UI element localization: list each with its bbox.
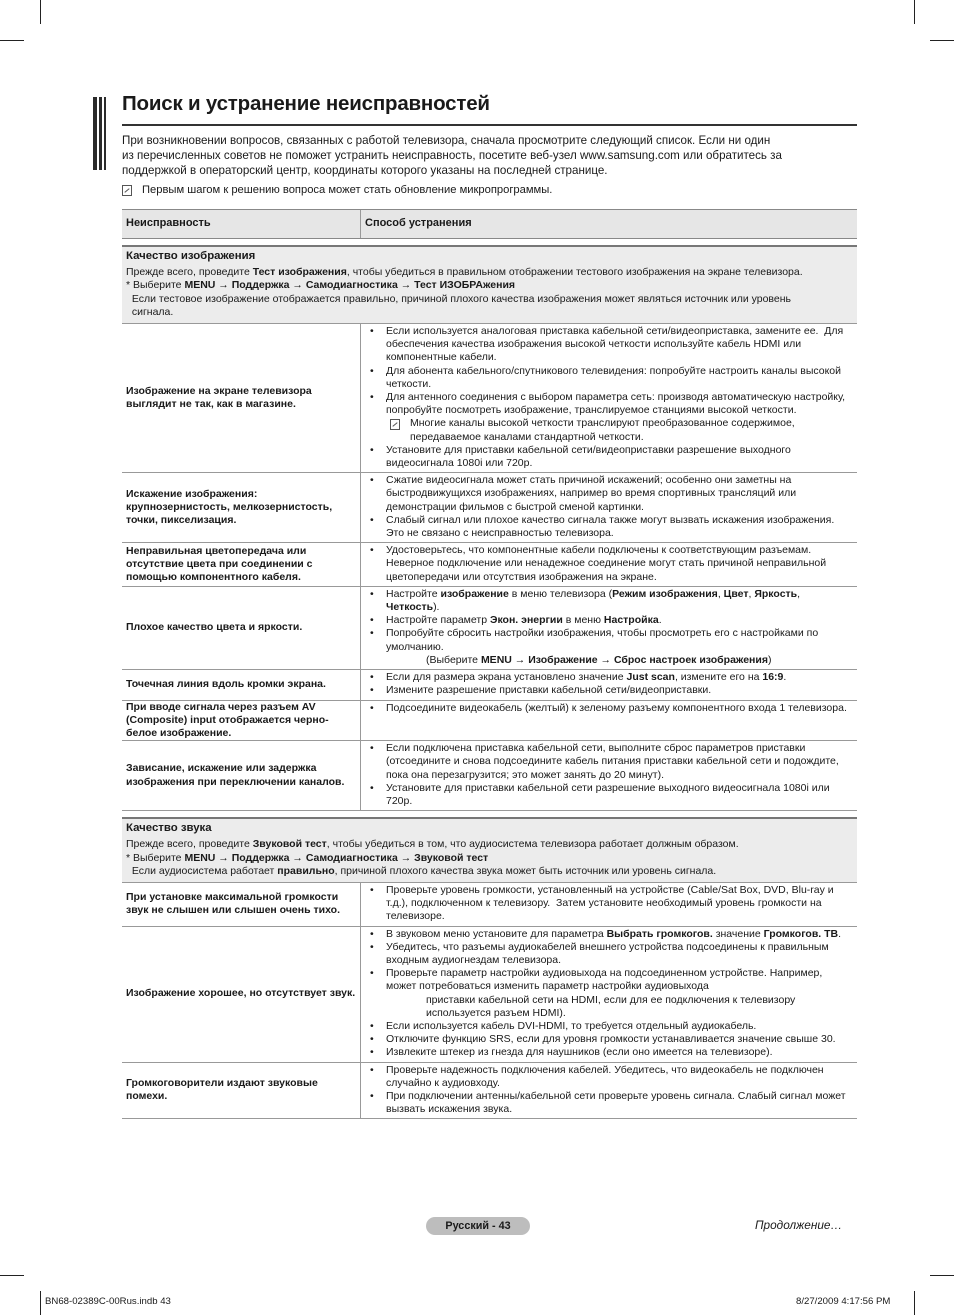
text-run: Убедитесь, что разъемы аудиокабелей внешнего устройства подсоединены к правильным входным аудиогнездам телевизора. xyxy=(386,940,832,966)
bullet-icon: • xyxy=(370,364,374,377)
text-run: . xyxy=(783,671,787,684)
text-run: ). xyxy=(433,601,440,614)
bullet-item xyxy=(370,614,853,627)
text-run: . xyxy=(658,614,662,627)
text-run: Попробуйте сбросить настройки изображения, чтобы просмотреть его с настройками по умолчанию. xyxy=(386,627,822,653)
bullet-item xyxy=(370,474,853,514)
bold-text: правильно xyxy=(277,864,335,877)
table-row xyxy=(122,587,857,670)
text-run: сигнала. xyxy=(126,305,174,318)
text-run: Проверьте параметр настройки аудиовыхода на подсоединенном устройстве. Например, может потребоваться изменить параметр настройки аудиовыхода xyxy=(386,967,826,993)
bullet-icon: • xyxy=(370,1019,374,1032)
text-run: Сжатие видеосигнала может стать причиной искажений; особенно они заметны на быстродвижущихся изображениях, например во время спортивных трансляций или демонстрации фильмов с быстрой сменой картинки. xyxy=(386,474,799,513)
table-row xyxy=(122,741,857,811)
solution-text xyxy=(386,1090,853,1116)
solution-text xyxy=(386,671,786,684)
crop-mark xyxy=(930,40,954,41)
bullet-item xyxy=(370,1046,853,1059)
text-run: Для антенного соединения с выбором параметра сеть: производя автоматическую настройку, попробуйте посмотреть изображение, транслируемое станциями высокой четкости. xyxy=(386,391,849,417)
bullet-icon: • xyxy=(370,474,374,487)
section-intro-line xyxy=(126,306,853,319)
text-run: . xyxy=(838,927,842,940)
bullet-item xyxy=(370,671,853,684)
text-run: * Выберите xyxy=(126,279,185,292)
note-icon xyxy=(390,419,400,430)
solution-text xyxy=(386,588,853,614)
table-row xyxy=(122,324,857,473)
bold-text: Звуковой тест xyxy=(252,838,327,851)
text-run: Для абонента кабельного/спутникового телевидения: попробуйте настроить каналы высокой четкости. xyxy=(386,364,844,390)
solution-text xyxy=(386,627,853,667)
print-file-info: BN68-02389C-00Rus.indb 43 xyxy=(45,1296,171,1307)
solution-text xyxy=(386,514,853,540)
bold-text: MENU → Поддержка → Самодиагностика → Звуковой тест xyxy=(184,851,489,864)
solution-text xyxy=(386,544,853,584)
bullet-icon: • xyxy=(370,883,374,896)
text-run: Если подключена приставка кабельной сети, выполните сброс параметров приставки (отсоедините и снова подсоедините кабель питания приставки кабельной сети и подождите, пока она перезагрузится; это может занять до 20 минут). xyxy=(386,742,842,781)
text-run: Установите для приставки кабельной сети разрешение выходного видеосигнала 1080i или 720p. xyxy=(386,781,833,807)
text-run: Проверьте надежность подключения кабелей. Убедитесь, что видеокабель не подключен случайно к аудиовходу. xyxy=(386,1063,827,1089)
page-number-badge: Русский - 43 xyxy=(426,1217,530,1235)
bullet-item xyxy=(370,928,853,941)
note-item xyxy=(370,417,853,443)
bullet-icon: • xyxy=(370,1089,374,1102)
bullet-item xyxy=(370,684,853,697)
text-run: Настройте xyxy=(386,587,441,600)
table-row xyxy=(122,927,857,1063)
solution-cell xyxy=(361,543,857,586)
problem-cell: При вводе сигнала через разъем AV (Composite) input отображается черно-белое изображение. xyxy=(122,701,361,741)
bold-text: Экон. энергии xyxy=(489,614,563,627)
crop-mark xyxy=(930,1275,954,1276)
bullet-icon: • xyxy=(370,1046,374,1059)
solution-cell xyxy=(361,883,857,926)
text-run: Удостоверьтесь, что компонентные кабели подключены к соответствующим разъемам. Неверное подключение или ненадежное соединение могут стать причиной неправильной цветопередачи или отсутствия изображения на экране. xyxy=(386,544,830,583)
section-intro-line xyxy=(126,279,853,292)
solution-text xyxy=(386,391,853,417)
problem-cell: Громкоговорители издают звуковые помехи. xyxy=(122,1063,361,1119)
text-run: Измените разрешение приставки кабельной сети/видеоприставки. xyxy=(386,684,712,697)
bullet-icon: • xyxy=(370,1063,374,1076)
solution-cell xyxy=(361,587,857,669)
text-run: При подключении антенны/кабельной сети проверьте уровень сигнала. Слабый сигнал может вызвать искажения звука. xyxy=(386,1089,849,1116)
bullet-item xyxy=(370,365,853,391)
text-run: , xyxy=(717,587,724,600)
problem-cell: Изображение хорошее, но отсутствует звук. xyxy=(122,927,361,1062)
crop-mark xyxy=(914,0,915,24)
section-intro-line xyxy=(126,293,853,306)
solution-text xyxy=(386,325,853,365)
bullet-icon: • xyxy=(370,940,374,953)
bold-text: Четкость xyxy=(386,601,434,614)
bold-text: Just scan xyxy=(626,671,675,684)
bullet-item xyxy=(370,884,853,924)
intro-text: При возникновении вопросов, связанных с работой телевизора, сначала просмотрите следующий список. Если ни один из перечисленных советов не поможет устранить неисправность, посетите веб-узел www.samsung.com или обратитесь за поддержкой в операторский центр, координаты которого указаны на последней странице. xyxy=(122,134,782,177)
bullet-icon: • xyxy=(370,513,374,526)
bold-text: Режим изображения xyxy=(612,587,718,600)
print-date-info: 8/27/2009 4:17:56 PM xyxy=(796,1296,891,1307)
bullet-item xyxy=(370,544,853,584)
title-divider xyxy=(122,124,857,126)
solution-text xyxy=(386,684,711,697)
bullet-icon: • xyxy=(370,671,374,684)
bullet-item xyxy=(370,1090,853,1116)
bullet-item xyxy=(370,588,853,614)
solution-text xyxy=(386,1033,836,1046)
solution-text xyxy=(386,928,841,941)
bold-text: Выбрать громкогов. xyxy=(606,927,713,940)
text-run: Настройте параметр xyxy=(386,614,490,627)
crop-mark xyxy=(0,40,24,41)
bullet-icon: • xyxy=(370,443,374,456)
solution-text xyxy=(386,614,662,627)
solution-text xyxy=(386,474,853,514)
bold-text: Тест изображения xyxy=(252,266,347,279)
problem-cell: Точечная линия вдоль кромки экрана. xyxy=(122,670,361,699)
table-row xyxy=(122,670,857,700)
problem-cell: Изображение на экране телевизора выглядит не так, как в магазине. xyxy=(122,324,361,472)
solution-text xyxy=(386,1064,853,1090)
text-run: , причиной плохого качества звука может быть источник или уровень сигнала. xyxy=(334,864,717,877)
problem-cell: При установке максимальной громкости звук не слышен или слышен очень тихо. xyxy=(122,883,361,926)
bold-text: MENU → Изображение → Сброс настроек изображения xyxy=(480,653,768,666)
table-row xyxy=(122,473,857,543)
text-run: Если используется аналоговая приставка кабельной сети/видеоприставка, замените ее. Для обеспечения качества изображения высокой четкости используйте кабель HDMI или компонентные кабели. xyxy=(386,325,847,364)
solution-cell xyxy=(361,670,857,699)
text-run: Проверьте уровень громкости, установленный на устройстве (Cable/Sat Box, DVD, Blu-ray и т.д.), подключенном к телевизору. Затем установите необходимый уровень громкости на телевизоре. xyxy=(386,883,837,923)
bullet-icon: • xyxy=(370,684,374,697)
bullet-icon: • xyxy=(370,1033,374,1046)
text-run: Если используется кабель DVI-HDMI, то требуется отдельный аудиокабель. xyxy=(386,1019,757,1032)
bullet-item xyxy=(370,627,853,667)
solution-text xyxy=(386,782,853,808)
solution-cell xyxy=(361,741,857,810)
crop-mark xyxy=(0,1275,24,1276)
bullet-icon: • xyxy=(370,544,374,557)
intro-note xyxy=(122,184,552,196)
text-run: ) xyxy=(767,653,772,666)
solution-cell xyxy=(361,324,857,472)
bullet-icon: • xyxy=(370,927,374,940)
problem-cell: Зависание, искажение или задержка изображения при переключении каналов. xyxy=(122,741,361,810)
text-run: Слабый сигнал или плохое качество сигнала также могут вызвать искажения изображения. Это не связано с неисправностью телевизора. xyxy=(386,513,838,540)
text-run: Подсоедините видеокабель (желтый) к зеленому разъему компонентного входа 1 телевизора. xyxy=(386,701,847,714)
bullet-item xyxy=(370,782,853,808)
text-run: * Выберите xyxy=(126,851,185,864)
table-row xyxy=(122,883,857,927)
bullet-icon: • xyxy=(370,391,374,404)
bullet-icon: • xyxy=(370,701,374,714)
text-run: В звуковом меню установите для параметра xyxy=(386,927,607,940)
text-run: , измените его на xyxy=(674,671,763,684)
bullet-icon: • xyxy=(370,587,374,600)
bullet-item xyxy=(370,391,853,417)
table-row xyxy=(122,543,857,587)
solution-subline xyxy=(386,654,853,667)
section-intro-line xyxy=(126,838,853,851)
solution-text xyxy=(386,941,853,967)
bold-text: Яркость xyxy=(754,587,798,600)
solution-text xyxy=(386,742,853,782)
solution-text xyxy=(386,365,853,391)
text-run: Прежде всего, проведите xyxy=(126,838,253,851)
text-run: в меню xyxy=(562,614,604,627)
column-header-problem: Неисправность xyxy=(122,210,361,238)
section-intro-line xyxy=(126,852,853,865)
bullet-item xyxy=(370,325,853,365)
bold-text: 16:9 xyxy=(762,671,784,684)
solution-text xyxy=(410,417,853,443)
table-body xyxy=(122,245,857,1119)
solution-text xyxy=(386,884,853,924)
text-run: Если аудиосистема работает xyxy=(126,864,278,877)
crop-mark xyxy=(40,0,41,24)
crop-mark xyxy=(914,1291,915,1315)
solution-cell xyxy=(361,1063,857,1119)
bullet-icon: • xyxy=(370,614,374,627)
text-run: , чтобы убедиться в правильном отображении тестового изображения на экране телевизора. xyxy=(346,266,803,279)
bold-text: MENU → Поддержка → Самодиагностика → Тест ИЗОБРАжения xyxy=(184,279,516,292)
bullet-icon: • xyxy=(370,781,374,794)
bold-text: Громкогов. ТВ xyxy=(763,927,839,940)
bullet-item xyxy=(370,702,853,715)
section-intro-line xyxy=(126,865,853,878)
solution-cell xyxy=(361,701,857,741)
section-header xyxy=(122,245,857,324)
bullet-item xyxy=(370,1064,853,1090)
text-run: приставки кабельной сети на HDMI, если для ее подключения к телевизору используется разъем HDMI). xyxy=(426,993,799,1019)
text-run: , xyxy=(797,587,803,600)
crop-mark xyxy=(40,1291,41,1315)
solution-text xyxy=(386,1046,773,1059)
bullet-item xyxy=(370,1033,853,1046)
bold-text: Цвет xyxy=(723,587,749,600)
text-run: в меню телевизора ( xyxy=(508,587,613,600)
text-run: , чтобы убедиться в том, что аудиосистема телевизора работает должным образом. xyxy=(326,838,739,851)
text-run: Прежде всего, проведите xyxy=(126,266,253,279)
bold-text: Настройка xyxy=(603,614,659,627)
section-title: Качество изображения xyxy=(126,250,256,262)
problem-cell: Плохое качество цвета и яркости. xyxy=(122,587,361,669)
table-row xyxy=(122,701,857,742)
bullet-icon: • xyxy=(370,325,374,338)
section-title: Качество звука xyxy=(126,822,212,835)
table-header xyxy=(122,209,857,239)
solution-cell xyxy=(361,927,857,1062)
text-run: Если для размера экрана установлено значение xyxy=(386,671,627,684)
problem-cell: Неправильная цветопередача или отсутствие цвета при соединении с помощью компонентного кабеля. xyxy=(122,543,361,586)
text-run: Установите для приставки кабельной сети/видеоприставки разрешение выходного видеосигнала 1080i или 720p. xyxy=(386,443,794,470)
table-row xyxy=(122,1063,857,1120)
note-icon xyxy=(122,185,132,196)
bold-text: изображение xyxy=(440,587,509,600)
continued-label: Продолжение… xyxy=(755,1218,843,1232)
bullet-item xyxy=(370,514,853,540)
section-header xyxy=(122,817,857,883)
intro-note-text: Первым шагом к решению вопроса может стать обновление микропрограммы. xyxy=(142,184,553,196)
text-run: , xyxy=(748,587,755,600)
solution-cell xyxy=(361,473,857,542)
bullet-icon: • xyxy=(370,627,374,640)
text-run: Отключите функцию SRS, если для уровня громкости устанавливается значение свыше 30. xyxy=(386,1033,836,1046)
bullet-item xyxy=(370,941,853,967)
bullet-icon: • xyxy=(370,967,374,980)
solution-subline xyxy=(386,994,853,1020)
text-run: Многие каналы высокой четкости транслируют преобразованное содержимое, передаваемое каналами стандартной четкости. xyxy=(410,417,798,443)
troubleshooting-table xyxy=(122,209,857,1119)
solution-text xyxy=(386,1020,756,1033)
bullet-item xyxy=(370,444,853,470)
solution-text xyxy=(386,702,847,715)
text-run: Если тестовое изображение отображается правильно, причиной плохого качества изображения может являться источник или уровень xyxy=(126,292,791,305)
page-title: Поиск и устранение неисправностей xyxy=(122,92,490,115)
bullet-item xyxy=(370,967,853,1020)
problem-cell: Искажение изображения: крупнозернистость, мелкозернистость, точки, пикселизация. xyxy=(122,473,361,542)
bullet-item xyxy=(370,1020,853,1033)
solution-text xyxy=(386,444,853,470)
column-header-solution: Способ устранения xyxy=(365,217,472,229)
solution-text xyxy=(386,967,853,1020)
bullet-item xyxy=(370,742,853,782)
text-run: (Выберите xyxy=(426,653,481,666)
bullet-icon: • xyxy=(370,742,374,755)
text-run: значение xyxy=(712,927,764,940)
section-intro-line xyxy=(126,266,853,279)
text-run: Извлеките штекер из гнезда для наушников (если оно имеется на телевизоре). xyxy=(386,1046,773,1059)
